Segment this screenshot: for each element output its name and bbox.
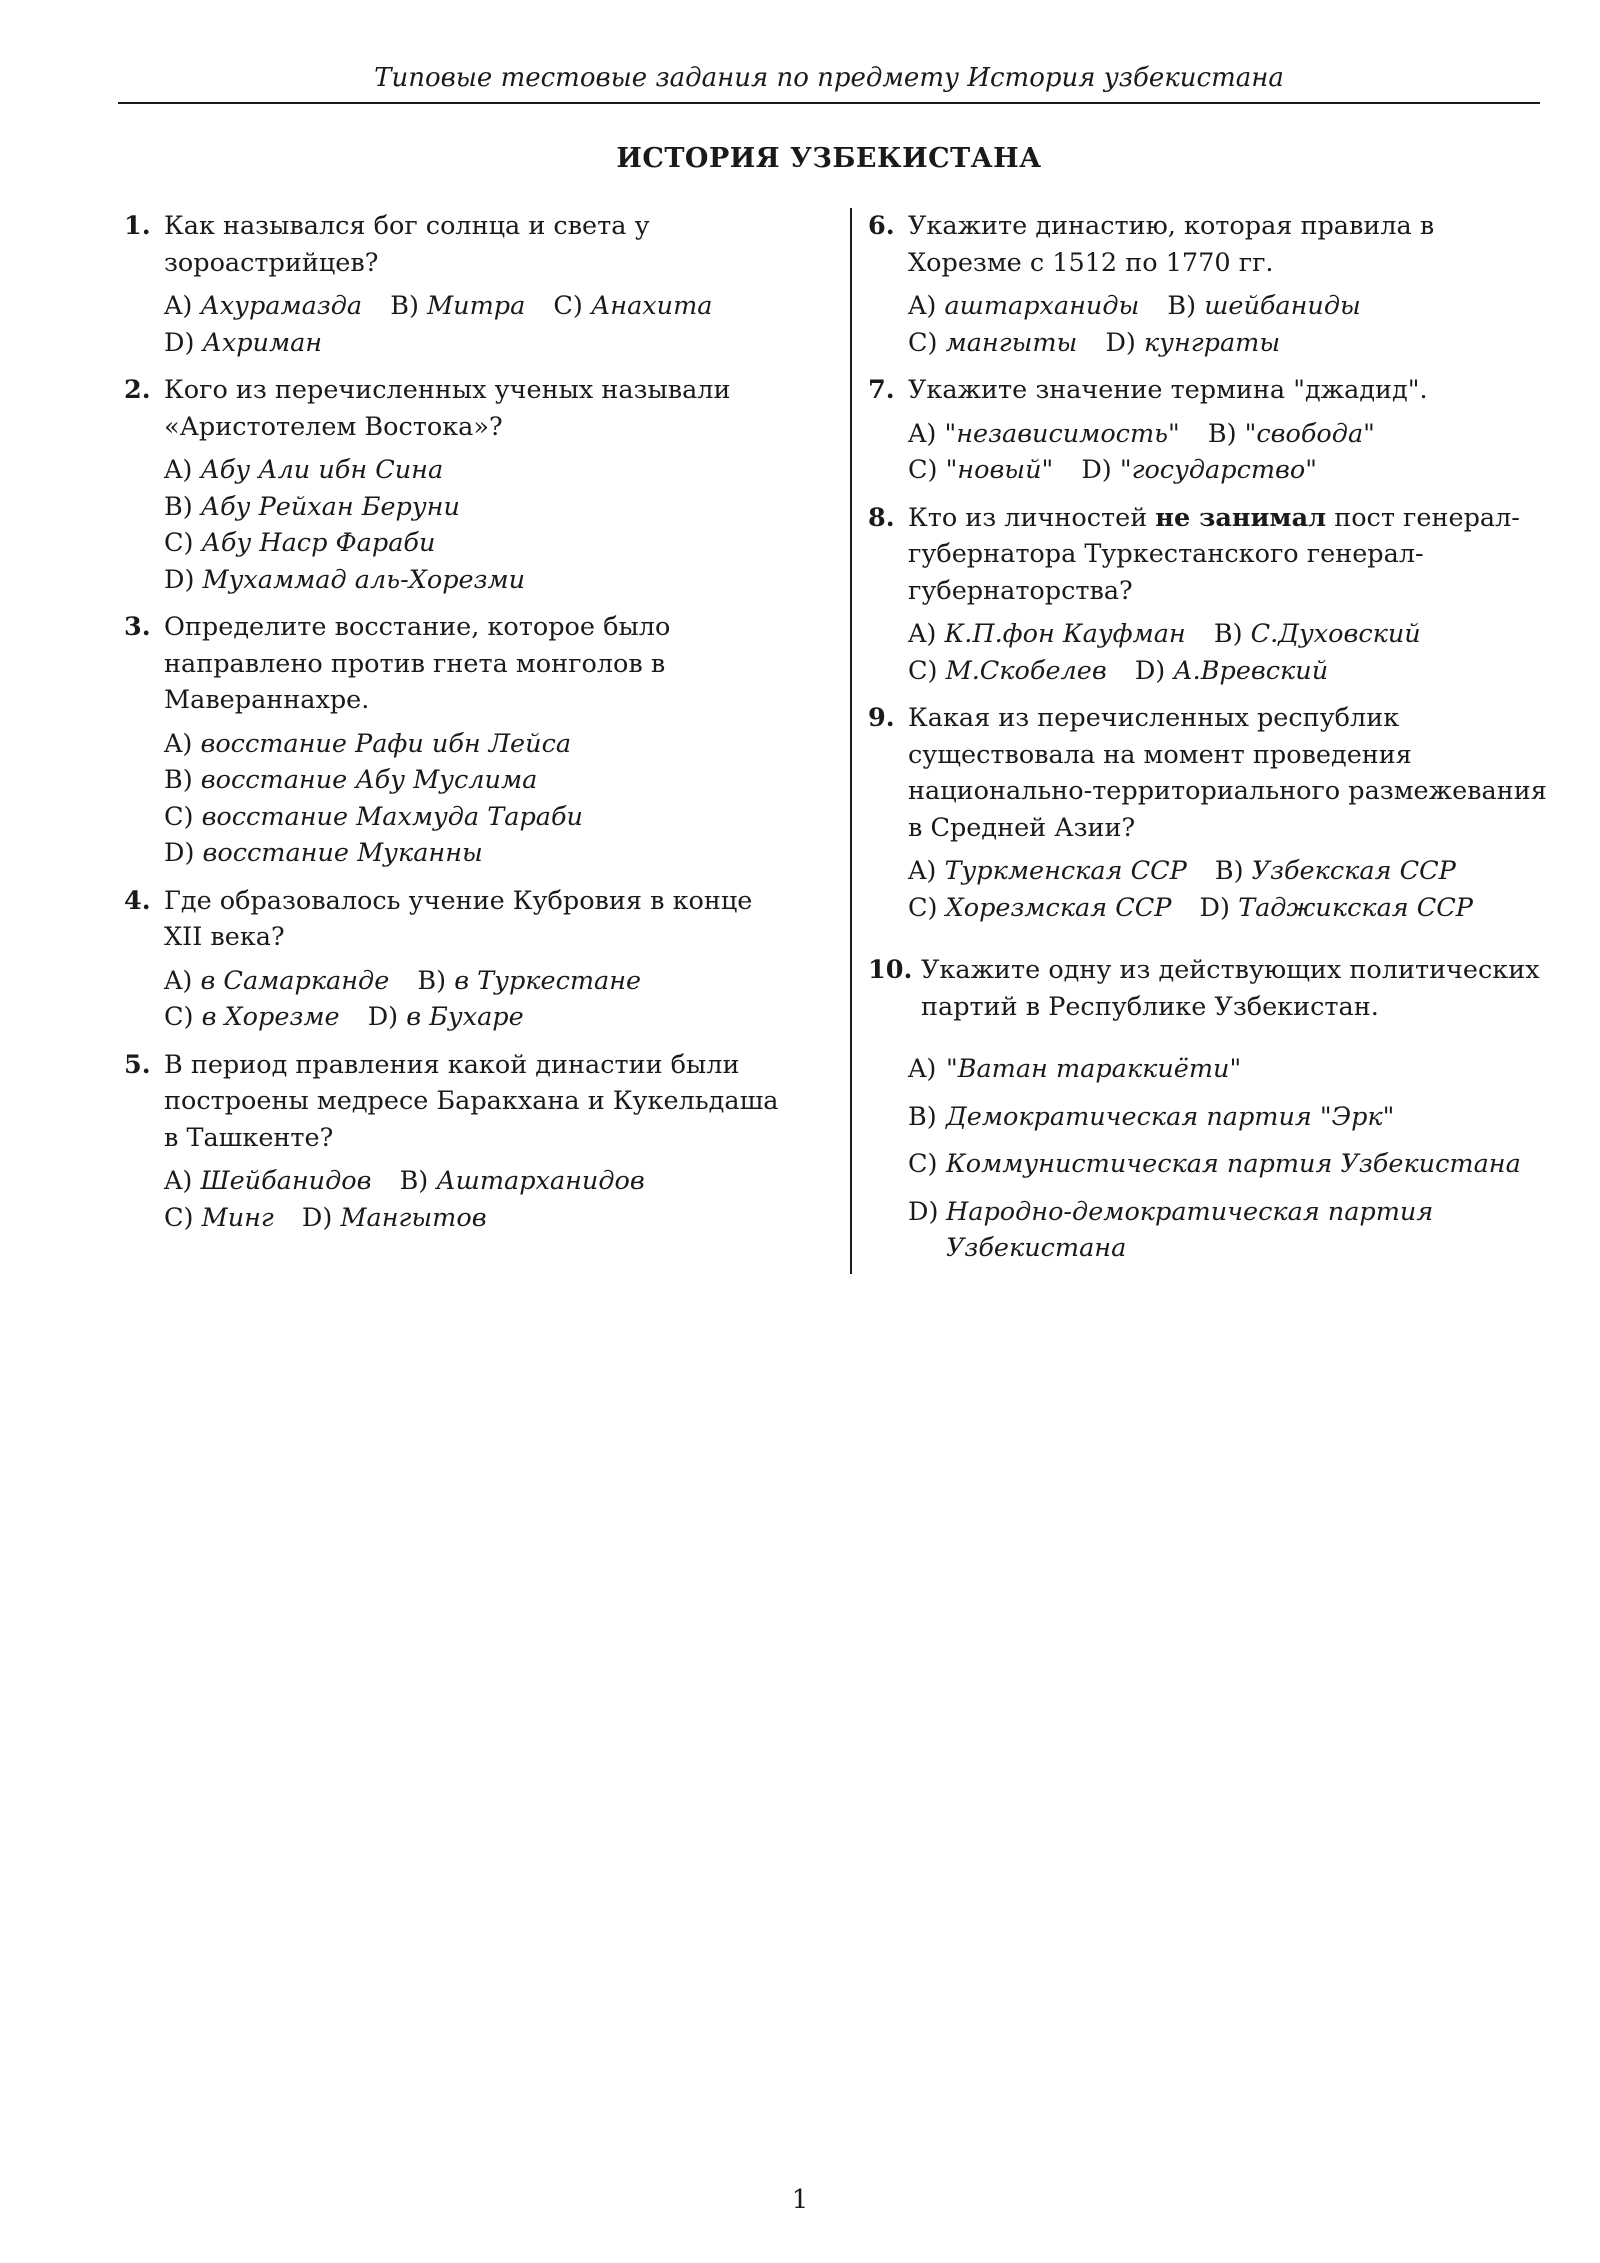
option-a: A) Абу Али ибн Сина xyxy=(164,455,444,485)
question-7 xyxy=(868,372,1548,489)
option-d: D) Народно-демократическая партия Узбекистана xyxy=(908,1196,1434,1263)
option-c: C) Абу Наср Фараби xyxy=(164,528,436,558)
option-a: A) "Ватан тараккиёти" xyxy=(908,1054,1242,1084)
option-b: B) восстание Абу Муслима xyxy=(164,765,538,795)
question-text: Укажите значение термина "джадид". xyxy=(908,375,1428,405)
option-a: A) Туркменская ССР xyxy=(908,856,1187,886)
option-d: D) "государство" xyxy=(1081,455,1317,485)
option-c: C) Минг xyxy=(164,1202,274,1233)
option-b: B) в Туркестане xyxy=(417,965,642,996)
option-d: D) Ахриман xyxy=(164,327,323,358)
question-number: 7. xyxy=(868,375,895,405)
option-c: C) Коммунистическая партия Узбекистана xyxy=(908,1149,1521,1179)
page-title: ИСТОРИЯ УЗБЕКИСТАНА xyxy=(616,143,1042,174)
option-c: C) в Хорезме xyxy=(164,1002,340,1032)
option-b: B) "свобода" xyxy=(1207,418,1375,449)
question-number: 6. xyxy=(868,211,895,241)
option-a: A) К.П.фон Кауфман xyxy=(908,619,1186,649)
option-a: A) Шейбанидов xyxy=(164,1166,372,1196)
question-10 xyxy=(868,952,1548,1267)
question-text: Кого из перечисленных ученых называли «Аристотелем Востока»? xyxy=(164,375,731,442)
question-6 xyxy=(868,208,1548,361)
question-number: 10. xyxy=(868,955,913,985)
option-d: D) Мухаммад аль-Хорезми xyxy=(164,564,526,595)
question-number: 1. xyxy=(124,211,151,241)
option-b: B) Митра xyxy=(390,291,526,321)
question-number: 4. xyxy=(124,885,151,916)
question-text: Где образовалось учение Кубровия в конце XII века? xyxy=(164,885,753,952)
option-d: D) А.Вревский xyxy=(1134,655,1329,686)
question-8 xyxy=(868,500,1548,690)
question-text: Как назывался бог солнца и света у зороастрийцев? xyxy=(164,211,650,278)
question-number: 9. xyxy=(868,703,895,733)
question-text: Укажите династию, которая правила в Хорезме с 1512 по 1770 гг. xyxy=(908,211,1435,278)
question-text: Какая из перечисленных республик существовала на момент проведения национально-территориального размежевания в Средней Азии? xyxy=(908,703,1547,843)
option-b: B) Узбекская ССР xyxy=(1214,856,1456,886)
option-b: B) Демократическая партия "Эрк" xyxy=(908,1101,1395,1132)
option-b: B) шейбаниды xyxy=(1167,291,1361,321)
left-column xyxy=(124,208,784,1247)
option-a: A) Ахурамазда xyxy=(164,291,363,321)
option-a: A) аштарханиды xyxy=(908,291,1140,321)
question-number: 3. xyxy=(124,612,151,642)
option-c: C) Хорезмская ССР xyxy=(908,892,1172,923)
question-2 xyxy=(124,372,784,598)
question-3 xyxy=(124,609,784,872)
running-head: Типовые тестовые задания по предмету История узбекистана xyxy=(374,63,1284,93)
option-d: D) Мангытов xyxy=(301,1202,487,1233)
option-a: A) в Самарканде xyxy=(164,965,390,996)
question-text: В период правления какой династии были построены медресе Баракхана и Кукельдаша в Ташкенте? xyxy=(164,1049,779,1153)
option-b: B) С.Духовский xyxy=(1213,619,1421,649)
question-text: Кто из личностей не занимал пост генерал-губернатора Туркестанского генерал-губернаторства? xyxy=(908,502,1520,606)
option-c: C) мангыты xyxy=(908,327,1078,358)
emphasis-text: не занимал xyxy=(1155,502,1327,533)
option-a: A) восстание Рафи ибн Лейса xyxy=(164,728,572,759)
option-c: C) Анахита xyxy=(553,291,713,321)
question-number: 2. xyxy=(124,375,151,405)
option-b: B) Абу Рейхан Беруни xyxy=(164,491,460,522)
option-a: A) "независимость" xyxy=(908,418,1180,449)
question-text: Определите восстание, которое было направлено против гнета монголов в Мавераннахре. xyxy=(164,612,671,715)
question-1 xyxy=(124,208,784,361)
option-b: B) Аштарханидов xyxy=(399,1166,645,1196)
option-d: D) в Бухаре xyxy=(367,1002,524,1032)
option-c: C) М.Скобелев xyxy=(908,655,1107,686)
header-rule xyxy=(118,102,1540,104)
option-d: D) восстание Муканны xyxy=(164,838,483,868)
option-c: C) восстание Махмуда Тараби xyxy=(164,801,583,832)
question-9 xyxy=(868,700,1548,926)
question-4 xyxy=(124,883,784,1036)
column-divider xyxy=(850,208,852,1274)
question-5 xyxy=(124,1047,784,1237)
option-d: D) кунграты xyxy=(1105,327,1281,358)
question-text: Укажите одну из действующих политических партий в Республике Узбекистан. xyxy=(921,955,1540,1022)
question-number: 8. xyxy=(868,502,895,533)
question-number: 5. xyxy=(124,1049,151,1080)
option-c: C) "новый" xyxy=(908,455,1054,485)
page-number: 1 xyxy=(791,2185,809,2215)
right-column xyxy=(868,208,1548,1278)
option-d: D) Таджикская ССР xyxy=(1199,892,1473,923)
